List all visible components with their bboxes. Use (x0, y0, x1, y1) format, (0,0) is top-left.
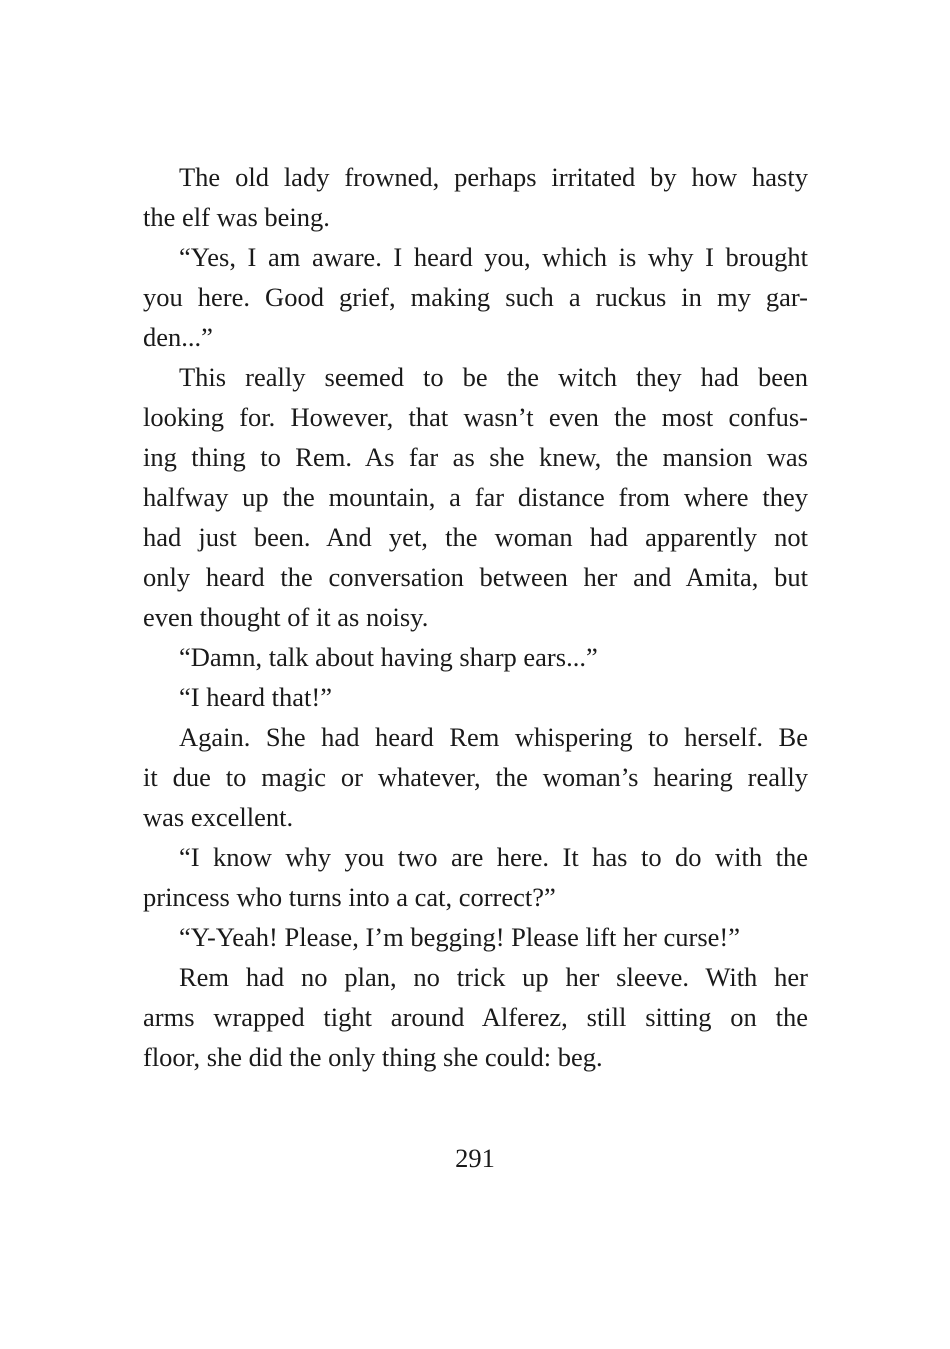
text-line: princess who turns into a cat, correct?” (143, 882, 556, 912)
text-line: you here. Good grief, making such a ruckus in my gar- (143, 282, 808, 312)
paragraph (143, 237, 808, 357)
paragraph (143, 677, 808, 717)
paragraph (143, 357, 808, 637)
text-line: “Damn, talk about having sharp ears...” (179, 642, 598, 672)
paragraph (143, 157, 808, 237)
text-line: floor, she did the only thing she could: beg. (143, 1042, 603, 1072)
text-line: even thought of it as noisy. (143, 602, 429, 632)
text-line: arms wrapped tight around Alferez, still sitting on the (143, 1002, 808, 1032)
text-line: had just been. And yet, the woman had apparently not (143, 522, 808, 552)
text-line: the elf was being. (143, 202, 330, 232)
text-line: “Yes, I am aware. I heard you, which is why I brought (179, 242, 808, 272)
text-line: This really seemed to be the witch they had been (179, 362, 808, 392)
text-line: halfway up the mountain, a far distance from where they (143, 482, 808, 512)
text-line: Rem had no plan, no trick up her sleeve. With her (179, 962, 808, 992)
text-line: “Y-Yeah! Please, I’m begging! Please lift her curse!” (179, 922, 740, 952)
text-line: den...” (143, 322, 213, 352)
text-line: Again. She had heard Rem whispering to herself. Be (179, 722, 808, 752)
text-line: “I know why you two are here. It has to do with the (179, 842, 808, 872)
text-line: it due to magic or whatever, the woman’s hearing really (143, 762, 808, 792)
paragraph (143, 957, 808, 1077)
body-text (143, 157, 808, 1077)
text-line: “I heard that!” (179, 682, 333, 712)
paragraph (143, 637, 808, 677)
paragraph (143, 837, 808, 917)
paragraph (143, 717, 808, 837)
text-line: The old lady frowned, perhaps irritated by how hasty (179, 162, 808, 192)
paragraph (143, 917, 808, 957)
text-line: ing thing to Rem. As far as she knew, the mansion was (143, 442, 808, 472)
text-line: only heard the conversation between her and Amita, but (143, 562, 808, 592)
page-number: 291 (455, 1143, 495, 1173)
text-line: looking for. However, that wasn’t even the most confus- (143, 402, 808, 432)
text-line: was excellent. (143, 802, 294, 832)
